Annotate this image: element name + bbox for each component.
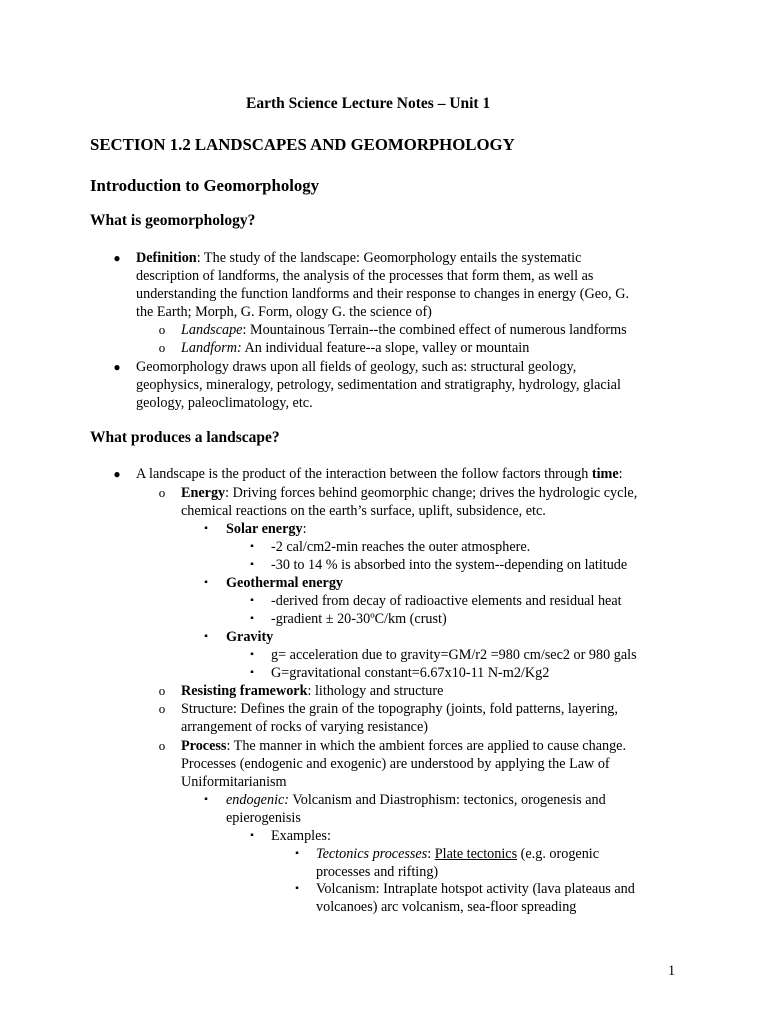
- fields-line-2: geophysics, mineralogy, petrology, sedimentation and stratigraphy, hydrology, glacial: [136, 377, 621, 393]
- energy-line-2: chemical reactions on the earth’s surface, uplift, subsidence, etc.: [181, 503, 546, 519]
- square-marker: ▪: [250, 667, 254, 678]
- circle-marker: o: [158, 485, 166, 500]
- document-title: Earth Science Lecture Notes – Unit 1: [246, 95, 491, 112]
- page-number: 1: [668, 963, 676, 979]
- circle-marker: o: [158, 322, 166, 337]
- gravity-item-2: G=gravitational constant=6.67x10-11 N-m2/Kg2: [271, 665, 550, 681]
- bullet-marker: ●: [113, 467, 121, 481]
- solar-item-2: -30 to 14 % is absorbed into the system--depending on latitude: [271, 557, 628, 573]
- landscape-item: Landscape: Mountainous Terrain--the combined effect of numerous landforms: [181, 322, 627, 338]
- bullet-marker: ●: [113, 251, 121, 265]
- intro-heading: Introduction to Geomorphology: [90, 176, 320, 195]
- square-marker: ▪: [204, 794, 208, 805]
- square-marker: ▪: [295, 883, 299, 894]
- volcanism-line-2: volcanoes) arc volcanism, sea-floor spreading: [316, 899, 577, 915]
- volcanism-line-1: Volcanism: Intraplate hotspot activity (lava plateaus and: [316, 881, 635, 897]
- circle-marker: o: [158, 683, 166, 698]
- geothermal-heading: Geothermal energy: [226, 575, 344, 591]
- definition-line-1: Definition: The study of the landscape: Geomorphology entails the systematic: [136, 250, 582, 266]
- product-line: A landscape is the product of the interaction between the follow factors through time:: [136, 466, 623, 482]
- square-marker: ▪: [295, 848, 299, 859]
- square-marker: ▪: [204, 523, 208, 534]
- square-marker: ▪: [250, 613, 254, 624]
- process-line-3: Uniformitarianism: [181, 774, 287, 790]
- energy-line-1: Energy: Driving forces behind geomorphic change; drives the hydrologic cycle,: [181, 485, 638, 501]
- geothermal-item-1: -derived from decay of radioactive elements and residual heat: [271, 593, 622, 609]
- square-marker: ▪: [250, 649, 254, 660]
- endogenic-line-2: epierogenisis: [226, 810, 301, 826]
- square-marker: ▪: [204, 577, 208, 588]
- square-marker: ▪: [250, 541, 254, 552]
- solar-item-1: -2 cal/cm2-min reaches the outer atmosphere.: [271, 539, 531, 555]
- question-what-produces-landscape: What produces a landscape?: [90, 429, 280, 446]
- section-heading: SECTION 1.2 LANDSCAPES AND GEOMORPHOLOGY: [90, 135, 515, 154]
- square-marker: ▪: [250, 595, 254, 606]
- square-marker: ▪: [204, 631, 208, 642]
- circle-marker: o: [158, 738, 166, 753]
- process-line-2: Processes (endogenic and exogenic) are understood by applying the Law of: [181, 756, 610, 772]
- structure-line-2: arrangement of rocks of varying resistance): [181, 719, 428, 735]
- resisting-framework-item: Resisting framework: lithology and structure: [181, 683, 444, 699]
- circle-marker: o: [158, 340, 166, 355]
- geothermal-item-2: -gradient ± 20-30ºC/km (crust): [271, 611, 447, 627]
- process-line-1: Process: The manner in which the ambient forces are applied to cause change.: [181, 738, 627, 754]
- endogenic-line-1: endogenic: Volcanism and Diastrophism: tectonics, orogenesis and: [226, 792, 606, 808]
- question-what-is-geomorphology: What is geomorphology?: [90, 212, 256, 229]
- structure-line-1: Structure: Defines the grain of the topography (joints, fold patterns, layering,: [181, 701, 618, 717]
- tectonics-line-2: processes and rifting): [316, 864, 439, 880]
- bullet-marker: ●: [113, 360, 121, 374]
- solar-energy-heading: Solar energy:: [226, 521, 307, 537]
- fields-line-1: Geomorphology draws upon all fields of geology, such as: structural geology,: [136, 359, 577, 375]
- definition-line-2: description of landforms, the analysis of the processes that form them, as well as: [136, 268, 594, 284]
- definition-line-3: understanding the function landforms and their response to changes in energy (Geo, G.: [136, 286, 630, 302]
- tectonics-line-1: Tectonics processes: Plate tectonics (e.g. orogenic: [316, 846, 600, 862]
- gravity-item-1: g= acceleration due to gravity=GM/r2 =980 cm/sec2 or 980 gals: [271, 647, 637, 663]
- examples-label: Examples:: [271, 828, 331, 844]
- square-marker: ▪: [250, 559, 254, 570]
- circle-marker: o: [158, 701, 166, 716]
- square-marker: ▪: [250, 830, 254, 841]
- landform-item: Landform: An individual feature--a slope, valley or mountain: [181, 340, 530, 356]
- definition-line-4: the Earth; Morph, G. Form, ology G. the science of): [136, 304, 432, 320]
- fields-line-3: geology, paleoclimatology, etc.: [136, 395, 313, 411]
- gravity-heading: Gravity: [226, 629, 274, 645]
